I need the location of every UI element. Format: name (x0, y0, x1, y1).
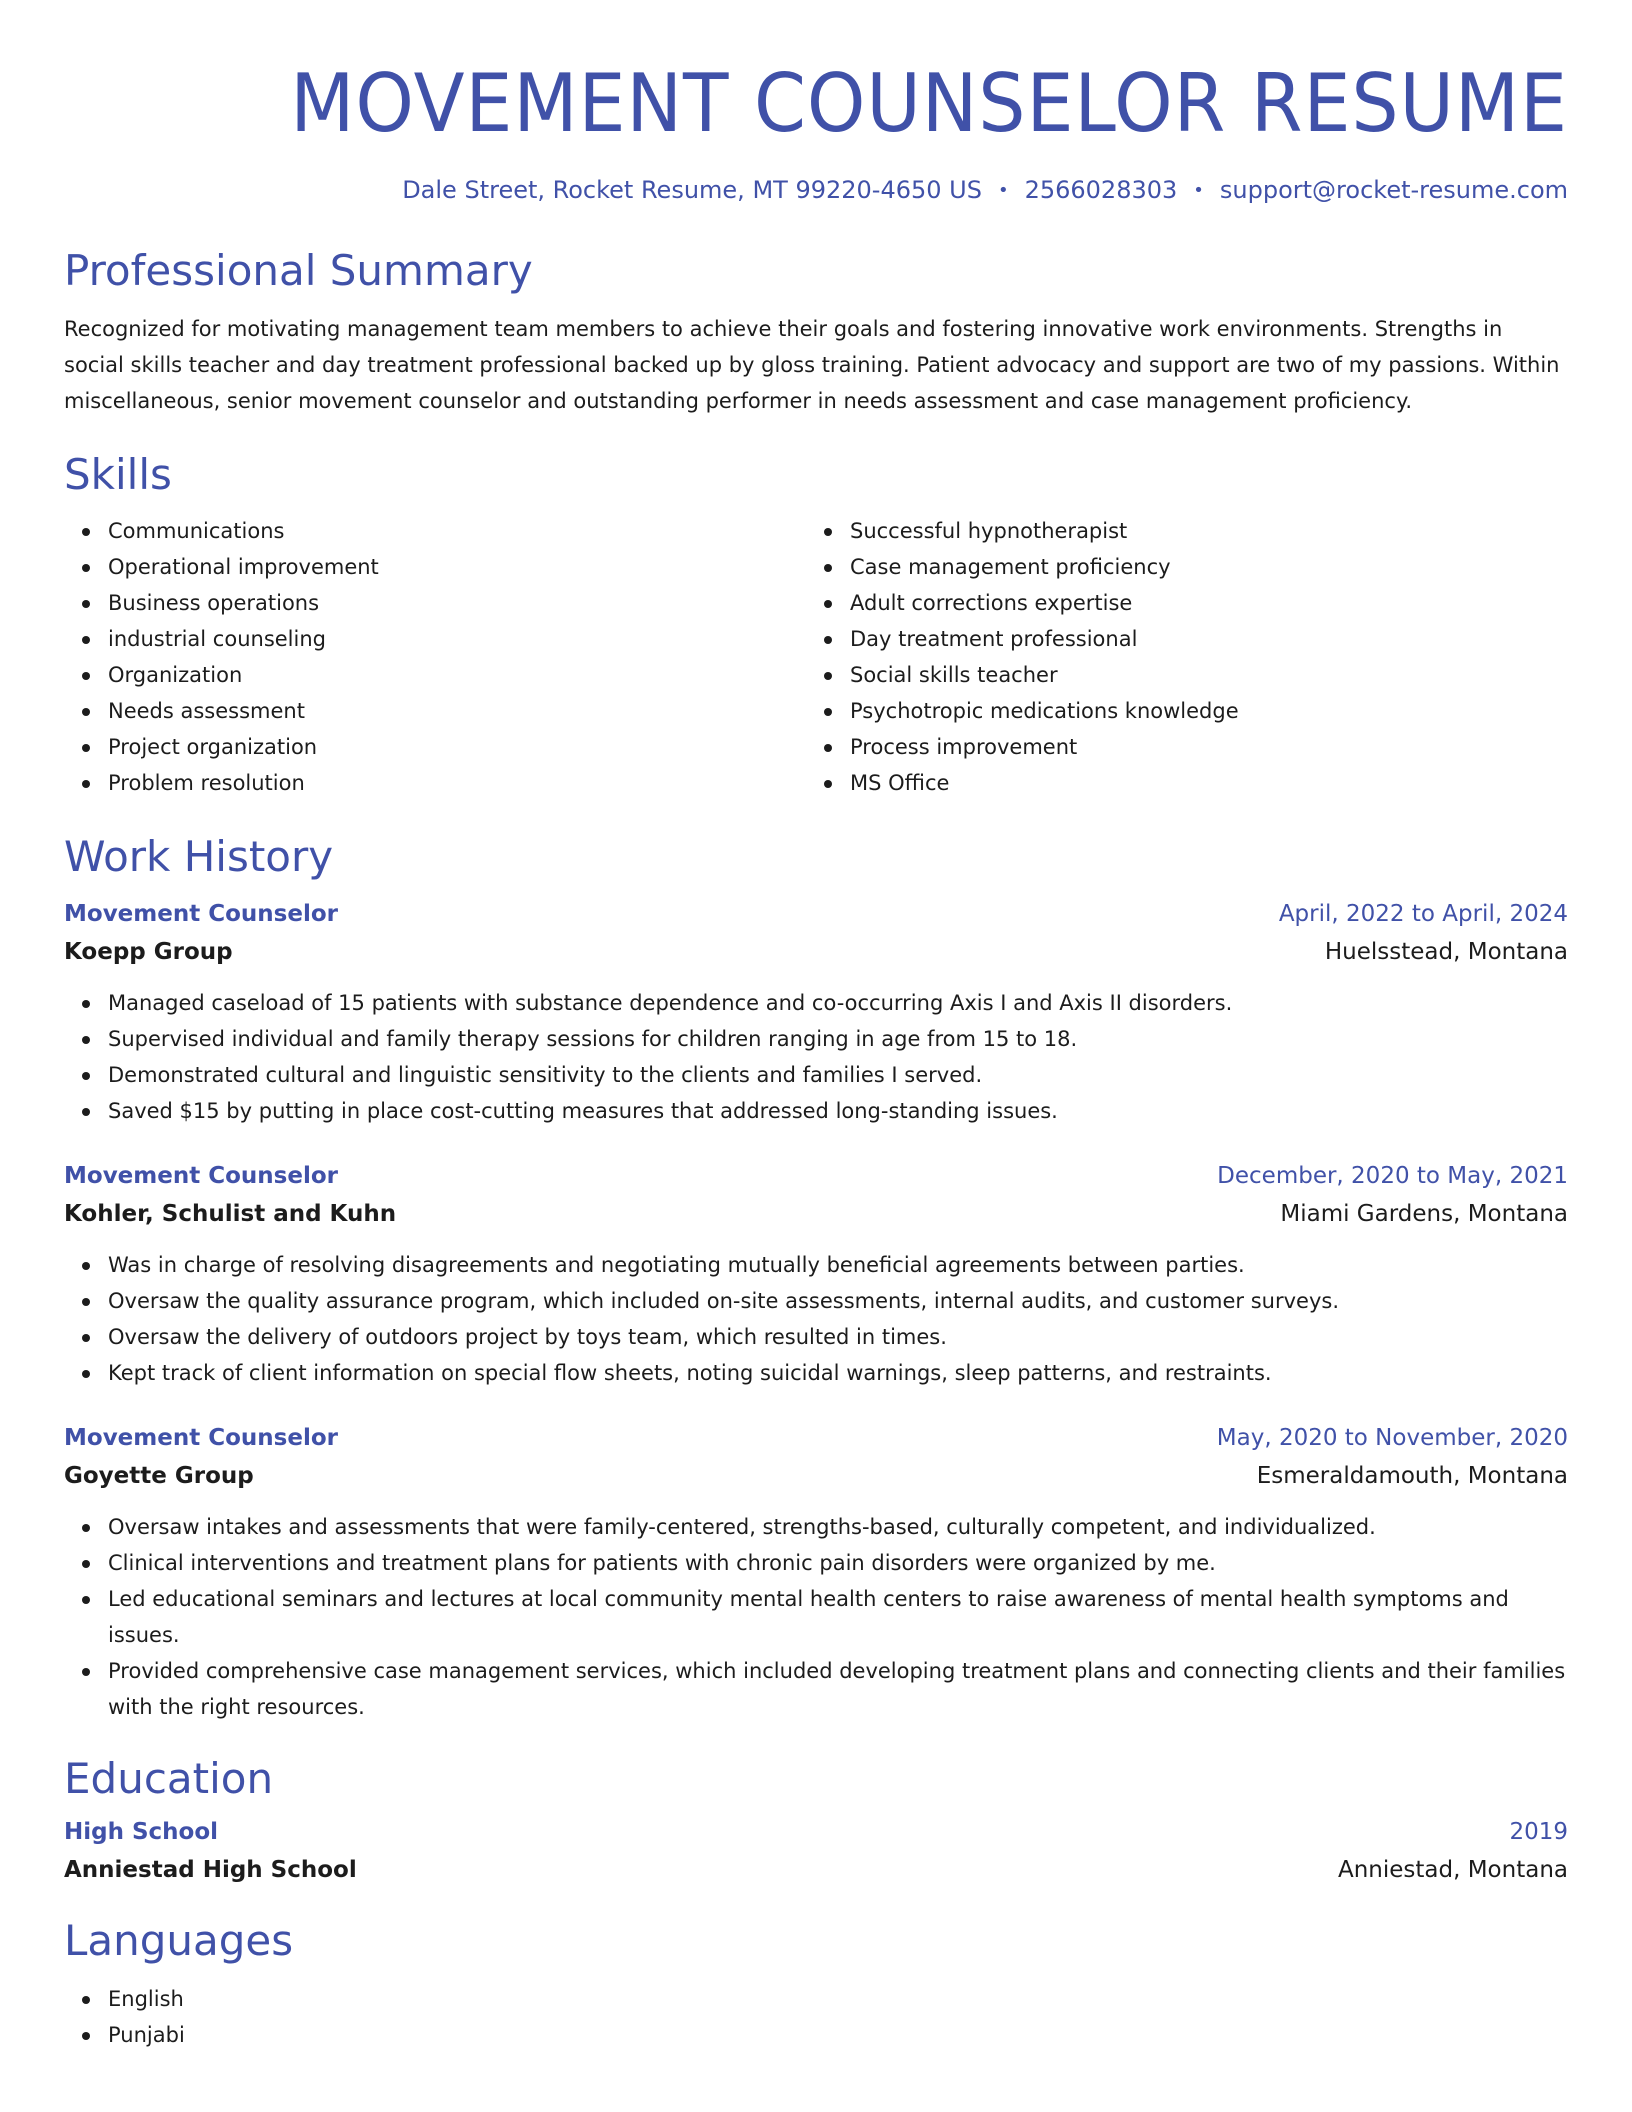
job-dates: April, 2022 to April, 2024 (1278, 901, 1568, 927)
job-company: Koepp Group (64, 939, 233, 965)
job-bullet: Provided comprehensive case management services, which included developing treatment plans and connecting clients and their families with the right resources. (108, 1653, 1568, 1725)
skill-item: Organization (108, 657, 806, 693)
job-bullet: Oversaw intakes and assessments that were family-centered, strengths-based, culturally competent, and individualized. (108, 1509, 1568, 1545)
job-bullets (64, 1509, 1568, 1725)
job-dates: December, 2020 to May, 2021 (1217, 1163, 1568, 1189)
summary-heading: Professional Summary (64, 246, 533, 295)
resume-name: MOVEMENT COUNSELOR RESUME (290, 57, 1568, 150)
languages-heading: Languages (64, 1916, 294, 1965)
contact-separator: • (1193, 180, 1204, 201)
job-dates: May, 2020 to November, 2020 (1216, 1425, 1568, 1451)
job-bullet: Was in charge of resolving disagreements and negotiating mutually beneficial agreements between parties. (108, 1247, 1568, 1283)
job-entry (64, 1419, 1568, 1725)
job-bullet: Demonstrated cultural and linguistic sensitivity to the clients and families I served. (108, 1057, 1568, 1093)
resume-page (64, 0, 1568, 2053)
job-header-row (64, 1157, 1568, 1195)
skill-item: Problem resolution (108, 765, 806, 801)
skill-item: Needs assessment (108, 693, 806, 729)
skills-heading: Skills (64, 450, 172, 499)
job-bullets (64, 1247, 1568, 1391)
skill-item: Case management proficiency (850, 549, 1548, 585)
job-bullet: Oversaw the delivery of outdoors project by toys team, which resulted in times. (108, 1319, 1568, 1355)
job-bullet: Oversaw the quality assurance program, which included on-site assessments, internal audits, and customer surveys. (108, 1283, 1568, 1319)
education-header-row (64, 1813, 1568, 1851)
job-location: Esmeraldamouth, Montana (1256, 1463, 1568, 1489)
education-entry (64, 1813, 1568, 1889)
contact-separator: • (997, 180, 1009, 201)
summary-text: Recognized for motivating management team members to achieve their goals and fostering innovative work environments. Strengths in social skills teacher and day treatment professional backed up by gloss training. Patient advocacy and support are two of my passions. Within miscellaneous, senior movement counselor and outstanding performer in needs assessment and case management proficiency. (64, 317, 1560, 413)
language-item: English (108, 1981, 1568, 2017)
job-location: Huelsstead, Montana (1324, 939, 1568, 965)
languages-list (64, 1981, 1568, 2053)
job-company-row (64, 1195, 1568, 1233)
skill-item: Successful hypnotherapist (850, 513, 1548, 549)
job-bullet: Led educational seminars and lectures at local community mental health centers to raise awareness of mental health symptoms and issues. (108, 1581, 1568, 1653)
job-title: Movement Counselor (64, 1163, 338, 1189)
education-location: Anniestad, Montana (1337, 1857, 1568, 1883)
job-bullets (64, 985, 1568, 1129)
education-school: Anniestad High School (64, 1857, 357, 1883)
education-heading: Education (64, 1754, 274, 1803)
job-header-row (64, 1419, 1568, 1457)
skill-item: Communications (108, 513, 806, 549)
skills-column-left (64, 513, 806, 801)
skill-item: Operational improvement (108, 549, 806, 585)
contact-phone[interactable]: 2566028303 (1024, 176, 1178, 204)
job-location: Miami Gardens, Montana (1280, 1201, 1568, 1227)
skills-grid (64, 513, 1568, 801)
job-company: Goyette Group (64, 1463, 254, 1489)
skill-item: MS Office (850, 765, 1548, 801)
job-header-row (64, 895, 1568, 933)
job-bullet: Clinical interventions and treatment plans for patients with chronic pain disorders were organized by me. (108, 1545, 1568, 1581)
job-company-row (64, 933, 1568, 971)
job-bullet: Kept track of client information on special flow sheets, noting suicidal warnings, sleep patterns, and restraints. (108, 1355, 1568, 1391)
job-title: Movement Counselor (64, 901, 338, 927)
job-bullet: Saved $15 by putting in place cost-cutting measures that addressed long-standing issues. (108, 1093, 1568, 1129)
skill-item: Social skills teacher (850, 657, 1548, 693)
education-year: 2019 (1509, 1819, 1568, 1845)
education-school-row (64, 1851, 1568, 1889)
skill-item: Psychotropic medications knowledge (850, 693, 1548, 729)
job-bullet: Supervised individual and family therapy sessions for children ranging in age from 15 to 18. (108, 1021, 1568, 1057)
contact-address: Dale Street, Rocket Resume, MT 99220-4650 US (402, 176, 982, 204)
job-title: Movement Counselor (64, 1425, 338, 1451)
skill-item: Project organization (108, 729, 806, 765)
job-entry (64, 895, 1568, 1129)
skills-column-right (806, 513, 1548, 801)
skill-item: Adult corrections expertise (850, 585, 1548, 621)
job-entry (64, 1157, 1568, 1391)
job-company: Kohler, Schulist and Kuhn (64, 1201, 397, 1227)
skill-item: Process improvement (850, 729, 1548, 765)
skill-item: Day treatment professional (850, 621, 1548, 657)
job-bullet: Managed caseload of 15 patients with substance dependence and co-occurring Axis I and Axis II disorders. (108, 985, 1568, 1021)
contact-line (64, 174, 1568, 207)
work-history-heading: Work History (64, 832, 334, 881)
skill-item: Business operations (108, 585, 806, 621)
education-degree: High School (64, 1819, 219, 1845)
contact-email[interactable]: support@rocket-resume.com (1219, 176, 1568, 204)
language-item: Punjabi (108, 2017, 1568, 2053)
skill-item: industrial counseling (108, 621, 806, 657)
job-company-row (64, 1457, 1568, 1495)
